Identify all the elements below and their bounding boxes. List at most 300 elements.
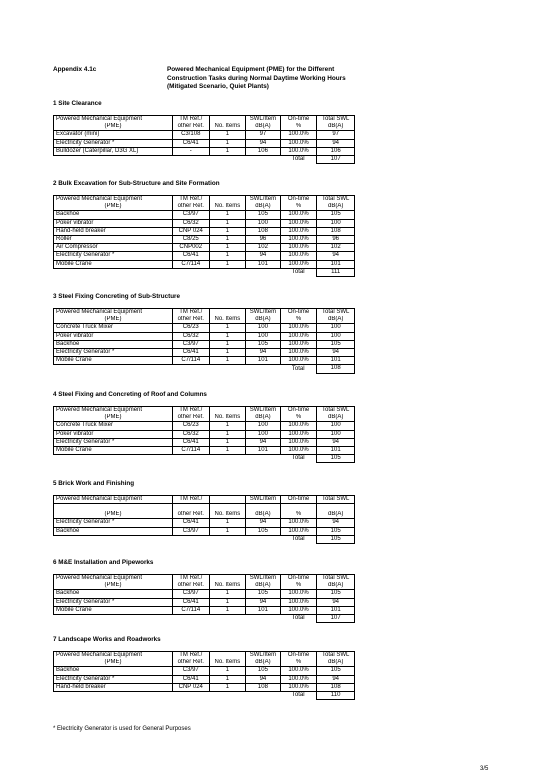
- column-header: Powered Mechanical Equipment: [54, 575, 173, 583]
- pme-table: [53, 574, 355, 623]
- total-row: [54, 156, 355, 164]
- empty-cell: [209, 268, 246, 276]
- column-header: On-time: [280, 407, 317, 415]
- table-cell: 100: [317, 422, 355, 430]
- table-cell: 100.0%: [280, 252, 317, 260]
- section-title: 2 Bulk Excavation for Sub-Structure and Site Formation: [53, 180, 220, 187]
- table-cell: Electricity Generator *: [54, 349, 173, 357]
- column-header: SWL/Item: [246, 652, 281, 660]
- table-cell: C6/41: [172, 349, 209, 357]
- table-cell: Concrete Truck Mixer: [54, 422, 173, 430]
- table-cell: 100.0%: [280, 422, 317, 430]
- empty-cell: [246, 365, 281, 373]
- spacer-cell: [280, 504, 317, 512]
- section-5: [53, 480, 358, 544]
- table-cell: Roller: [54, 236, 173, 244]
- header-row: [54, 309, 355, 317]
- spacer-cell: [172, 504, 209, 512]
- column-header: No. Items: [209, 316, 246, 324]
- column-header: [209, 496, 246, 504]
- table-cell: 100.0%: [280, 667, 317, 675]
- column-header: On-time: [280, 196, 317, 204]
- empty-cell: [172, 455, 209, 463]
- column-header: On-time: [280, 496, 317, 504]
- column-header: Powered Mechanical Equipment: [54, 652, 173, 660]
- table-cell: 1: [209, 675, 246, 683]
- table-cell: 100.0%: [280, 519, 317, 527]
- section-6: [53, 559, 358, 623]
- table-cell: C7/114: [172, 260, 209, 268]
- table-cell: C6/41: [172, 598, 209, 606]
- table-cell: 100.0%: [280, 324, 317, 332]
- table-cell: 100.0%: [280, 332, 317, 340]
- table-cell: C6/41: [172, 675, 209, 683]
- table-cell: 1: [209, 244, 246, 252]
- table-cell: Poker vibrator: [54, 332, 173, 340]
- section-title: 7 Landscape Works and Roadworks: [53, 636, 161, 643]
- column-header: Total SWL: [317, 196, 355, 204]
- table-cell: 1: [209, 324, 246, 332]
- table-cell: CNP 024: [172, 683, 209, 691]
- table-cell: 100.0%: [280, 590, 317, 598]
- table-cell: 105: [246, 667, 281, 675]
- column-header: No. Items: [209, 414, 246, 422]
- table-cell: 100.0%: [280, 211, 317, 219]
- table-cell: 105: [317, 667, 355, 675]
- table-cell: 94: [246, 675, 281, 683]
- column-header: dB(A): [246, 316, 281, 324]
- table-cell: 97: [246, 131, 281, 139]
- column-header: TM Ref./: [172, 575, 209, 583]
- table-cell: Hand-held breaker: [54, 683, 173, 691]
- table-cell: 94: [246, 519, 281, 527]
- column-header: TM Ref./: [172, 196, 209, 204]
- table-cell: 1: [209, 236, 246, 244]
- header-row: [54, 659, 355, 667]
- table-cell: 101: [246, 357, 281, 365]
- table-cell: Mobile Crane: [54, 447, 173, 455]
- column-header: [209, 407, 246, 415]
- empty-cell: [54, 156, 173, 164]
- table-cell: 1: [209, 357, 246, 365]
- table-cell: C6/32: [172, 430, 209, 438]
- total-label: Total: [291, 156, 305, 163]
- table-cell: 1: [209, 349, 246, 357]
- header-row: [54, 407, 355, 415]
- table-cell: 100.0%: [280, 227, 317, 235]
- title-line: Construction Tasks during Normal Daytime Working Hours: [167, 74, 346, 82]
- empty-cell: [172, 535, 209, 543]
- table-cell: 100.0%: [280, 438, 317, 446]
- column-header: [209, 309, 246, 317]
- document-title: [167, 66, 346, 92]
- table-cell: 1: [209, 447, 246, 455]
- column-header: %: [280, 414, 317, 422]
- table-cell: 1: [209, 438, 246, 446]
- table-cell: C6/23: [172, 324, 209, 332]
- table-cell: Electricity Generator *: [54, 519, 173, 527]
- header-row: [54, 652, 355, 660]
- empty-cell: [209, 455, 246, 463]
- table-cell: 105: [317, 527, 355, 535]
- table-row: [54, 219, 355, 227]
- empty-cell: [172, 268, 209, 276]
- empty-cell: [209, 156, 246, 164]
- table-cell: 1: [209, 227, 246, 235]
- section-1: [53, 100, 358, 164]
- column-header: TM Ref./: [172, 116, 209, 124]
- header-spacer-row: [54, 504, 355, 512]
- table-cell: Electricity Generator *: [54, 438, 173, 446]
- table-cell: CNP002: [172, 244, 209, 252]
- total-value: 105: [317, 455, 355, 463]
- column-header: dB(A): [317, 123, 355, 131]
- footnote: * Electricity Generator is used for General Purposes: [53, 726, 191, 732]
- table-row: [54, 349, 355, 357]
- table-cell: 106: [317, 147, 355, 155]
- table-cell: 101: [317, 357, 355, 365]
- section-title: 6 M&E Installation and Pipeworks: [53, 559, 154, 566]
- table-cell: C6/41: [172, 139, 209, 147]
- table-cell: 100.0%: [280, 675, 317, 683]
- column-header: No. Items: [209, 123, 246, 131]
- table-cell: C3/97: [172, 211, 209, 219]
- empty-cell: [172, 692, 209, 700]
- column-header: Powered Mechanical Equipment: [54, 309, 173, 317]
- table-cell: C8/25: [172, 236, 209, 244]
- column-header: TM Ref./: [172, 309, 209, 317]
- table-cell: 94: [317, 519, 355, 527]
- table-row: [54, 211, 355, 219]
- table-row: [54, 447, 355, 455]
- column-header: [209, 116, 246, 124]
- section-7: [53, 636, 358, 700]
- empty-cell: [54, 268, 173, 276]
- table-row: [54, 667, 355, 675]
- section-title: 1 Site Clearance: [53, 100, 102, 107]
- table-row: [54, 438, 355, 446]
- empty-cell: [209, 615, 246, 623]
- table-cell: 102: [246, 244, 281, 252]
- table-cell: 100: [317, 430, 355, 438]
- table-cell: 94: [246, 139, 281, 147]
- table-cell: 100.0%: [280, 349, 317, 357]
- table-cell: 100: [246, 219, 281, 227]
- table-row: [54, 244, 355, 252]
- table-row: [54, 332, 355, 340]
- table-row: [54, 252, 355, 260]
- empty-cell: [209, 535, 246, 543]
- table-cell: 100.0%: [280, 430, 317, 438]
- table-cell: C7/114: [172, 447, 209, 455]
- table-cell: 94: [246, 598, 281, 606]
- table-cell: C3/97: [172, 340, 209, 348]
- table-cell: 100: [246, 422, 281, 430]
- column-header: Powered Mechanical Equipment: [54, 196, 173, 204]
- column-header: Total SWL: [317, 496, 355, 504]
- column-header: [209, 196, 246, 204]
- table-row: [54, 519, 355, 527]
- header-row: [54, 116, 355, 124]
- table-cell: 100.0%: [280, 606, 317, 614]
- column-header: SWL/Item: [246, 496, 281, 504]
- section-title: 3 Steel Fixing Concreting of Sub-Structure: [53, 293, 180, 300]
- table-cell: 1: [209, 422, 246, 430]
- table-cell: 100.0%: [280, 357, 317, 365]
- column-header: dB(A): [317, 659, 355, 667]
- table-cell: Concrete Truck Mixer: [54, 324, 173, 332]
- title-line: (Mitigated Scenario, Quiet Plants): [167, 83, 269, 91]
- table-cell: 1: [209, 252, 246, 260]
- section-3: [53, 293, 358, 374]
- column-header: Powered Mechanical Equipment: [54, 496, 173, 504]
- column-header: TM Ref./: [172, 496, 209, 504]
- table-cell: C7/114: [172, 606, 209, 614]
- spacer-cell: [246, 504, 281, 512]
- total-row: [54, 535, 355, 543]
- table-cell: 96: [317, 236, 355, 244]
- appendix-label: Appendix 4.1c: [53, 66, 97, 73]
- spacer-cell: [317, 504, 355, 512]
- table-cell: 1: [209, 527, 246, 535]
- table-cell: Mobile Crane: [54, 260, 173, 268]
- table-row: [54, 422, 355, 430]
- total-row: [54, 615, 355, 623]
- column-header: (PME): [54, 203, 173, 211]
- header-row: [54, 582, 355, 590]
- table-row: [54, 260, 355, 268]
- pme-table: [53, 115, 355, 164]
- column-header: dB(A): [246, 659, 281, 667]
- table-cell: 108: [246, 683, 281, 691]
- title-line: Powered Mechanical Equipment (PME) for the Different: [167, 66, 335, 73]
- table-cell: 1: [209, 606, 246, 614]
- table-cell: 108: [246, 227, 281, 235]
- total-label: Total: [291, 692, 305, 699]
- column-header: other Ref.: [172, 582, 209, 590]
- total-value: 108: [317, 365, 355, 373]
- empty-cell: [246, 615, 281, 623]
- table-cell: 100: [246, 332, 281, 340]
- column-header: other Ref.: [172, 414, 209, 422]
- table-cell: 100.0%: [280, 244, 317, 252]
- column-header: (PME): [54, 414, 173, 422]
- pme-table: [53, 651, 355, 700]
- column-header: dB(A): [246, 414, 281, 422]
- table-cell: 105: [246, 527, 281, 535]
- page-number: 3/5: [480, 766, 489, 772]
- table-cell: 100.0%: [280, 147, 317, 155]
- table-cell: C3/97: [172, 667, 209, 675]
- column-header: No. Items: [209, 511, 246, 519]
- table-cell: Bulldozer (Caterpillar, D3G XL): [54, 147, 173, 155]
- table-cell: 1: [209, 147, 246, 155]
- table-cell: CNP 024: [172, 227, 209, 235]
- table-cell: 1: [209, 519, 246, 527]
- column-header: SWL/Item: [246, 575, 281, 583]
- total-row: [54, 365, 355, 373]
- section-2: [53, 180, 358, 277]
- table-cell: 94: [317, 139, 355, 147]
- table-cell: C6/41: [172, 519, 209, 527]
- header-row: [54, 123, 355, 131]
- total-row: [54, 268, 355, 276]
- table-cell: C6/32: [172, 332, 209, 340]
- table-cell: Backhoe: [54, 211, 173, 219]
- total-value: 110: [317, 692, 355, 700]
- table-cell: 97: [317, 131, 355, 139]
- column-header: dB(A): [317, 582, 355, 590]
- empty-cell: [246, 535, 281, 543]
- table-cell: 1: [209, 139, 246, 147]
- column-header: other Ref.: [172, 659, 209, 667]
- column-header: Powered Mechanical Equipment: [54, 407, 173, 415]
- table-cell: 1: [209, 683, 246, 691]
- table-cell: 100: [317, 324, 355, 332]
- column-header: SWL/Item: [246, 309, 281, 317]
- section-title: 4 Steel Fixing and Concreting of Roof and Columns: [53, 391, 207, 398]
- table-cell: 106: [246, 147, 281, 155]
- table-cell: 101: [246, 260, 281, 268]
- table-cell: 100: [317, 219, 355, 227]
- table-cell: C3/97: [172, 590, 209, 598]
- total-value: 105: [317, 535, 355, 543]
- column-header: %: [280, 316, 317, 324]
- column-header: (PME): [54, 582, 173, 590]
- table-cell: C6/32: [172, 219, 209, 227]
- column-header: Total SWL: [317, 309, 355, 317]
- table-cell: C7/114: [172, 357, 209, 365]
- table-cell: 105: [246, 340, 281, 348]
- column-header: On-time: [280, 116, 317, 124]
- table-cell: Electricity Generator *: [54, 139, 173, 147]
- table-cell: 100.0%: [280, 527, 317, 535]
- table-cell: 94: [246, 349, 281, 357]
- total-label: Total: [291, 615, 305, 622]
- table-cell: Hand-held breaker: [54, 227, 173, 235]
- total-value: 107: [317, 156, 355, 164]
- table-cell: C6/41: [172, 438, 209, 446]
- table-row: [54, 598, 355, 606]
- table-cell: 100.0%: [280, 219, 317, 227]
- table-cell: Backhoe: [54, 667, 173, 675]
- column-header: (PME): [54, 659, 173, 667]
- table-cell: 101: [317, 606, 355, 614]
- column-header: [209, 652, 246, 660]
- table-row: [54, 430, 355, 438]
- table-cell: Electricity Generator *: [54, 675, 173, 683]
- column-header: TM Ref./: [172, 652, 209, 660]
- header-row: [54, 414, 355, 422]
- header-row: [54, 575, 355, 583]
- column-header: No. Items: [209, 659, 246, 667]
- table-cell: C6/41: [172, 252, 209, 260]
- table-cell: 100.0%: [280, 236, 317, 244]
- table-cell: 105: [317, 211, 355, 219]
- table-cell: Poker vibrator: [54, 430, 173, 438]
- table-row: [54, 683, 355, 691]
- empty-cell: [54, 455, 173, 463]
- column-header: TM Ref./: [172, 407, 209, 415]
- header-row: [54, 196, 355, 204]
- table-cell: 1: [209, 340, 246, 348]
- table-cell: 94: [317, 598, 355, 606]
- column-header: %: [280, 511, 317, 519]
- table-cell: 105: [246, 211, 281, 219]
- table-cell: C6/23: [172, 422, 209, 430]
- header-row: [54, 496, 355, 504]
- table-cell: 1: [209, 219, 246, 227]
- column-header: On-time: [280, 575, 317, 583]
- table-row: [54, 131, 355, 139]
- total-label: Total: [291, 269, 305, 276]
- table-cell: Backhoe: [54, 340, 173, 348]
- column-header: On-time: [280, 309, 317, 317]
- table-cell: 1: [209, 211, 246, 219]
- table-row: [54, 340, 355, 348]
- table-cell: 100.0%: [280, 598, 317, 606]
- empty-cell: [54, 692, 173, 700]
- table-row: [54, 227, 355, 235]
- column-header: dB(A): [246, 511, 281, 519]
- empty-cell: [172, 365, 209, 373]
- column-header: SWL/Item: [246, 407, 281, 415]
- table-cell: Backhoe: [54, 527, 173, 535]
- column-header: %: [280, 203, 317, 211]
- table-cell: 94: [246, 438, 281, 446]
- column-header: dB(A): [317, 414, 355, 422]
- table-cell: 96: [246, 236, 281, 244]
- table-cell: 100.0%: [280, 447, 317, 455]
- pme-table: [53, 406, 355, 463]
- table-cell: 105: [317, 340, 355, 348]
- table-cell: 1: [209, 590, 246, 598]
- table-cell: 94: [246, 252, 281, 260]
- empty-cell: [172, 615, 209, 623]
- pme-table: [53, 308, 355, 374]
- table-cell: C3/97: [172, 527, 209, 535]
- table-cell: 100: [246, 324, 281, 332]
- total-label: Total: [291, 536, 305, 543]
- table-cell: 1: [209, 260, 246, 268]
- table-cell: 108: [317, 683, 355, 691]
- spacer-cell: [54, 504, 173, 512]
- column-header: dB(A): [246, 123, 281, 131]
- total-label: Total: [291, 455, 305, 462]
- column-header: dB(A): [317, 316, 355, 324]
- header-row: [54, 511, 355, 519]
- column-header: %: [280, 123, 317, 131]
- total-row: [54, 692, 355, 700]
- column-header: Total SWL: [317, 407, 355, 415]
- table-cell: 100.0%: [280, 260, 317, 268]
- table-cell: Mobile Crane: [54, 606, 173, 614]
- table-cell: 100.0%: [280, 340, 317, 348]
- total-value: 107: [317, 615, 355, 623]
- column-header: other Ref.: [172, 316, 209, 324]
- table-cell: 94: [317, 438, 355, 446]
- empty-cell: [54, 365, 173, 373]
- table-cell: Electricity Generator *: [54, 598, 173, 606]
- table-cell: 94: [317, 349, 355, 357]
- column-header: dB(A): [317, 203, 355, 211]
- table-cell: 94: [317, 675, 355, 683]
- table-cell: 100.0%: [280, 139, 317, 147]
- pme-table: [53, 195, 355, 277]
- table-cell: 101: [317, 447, 355, 455]
- column-header: other Ref.: [172, 511, 209, 519]
- column-header: other Ref.: [172, 203, 209, 211]
